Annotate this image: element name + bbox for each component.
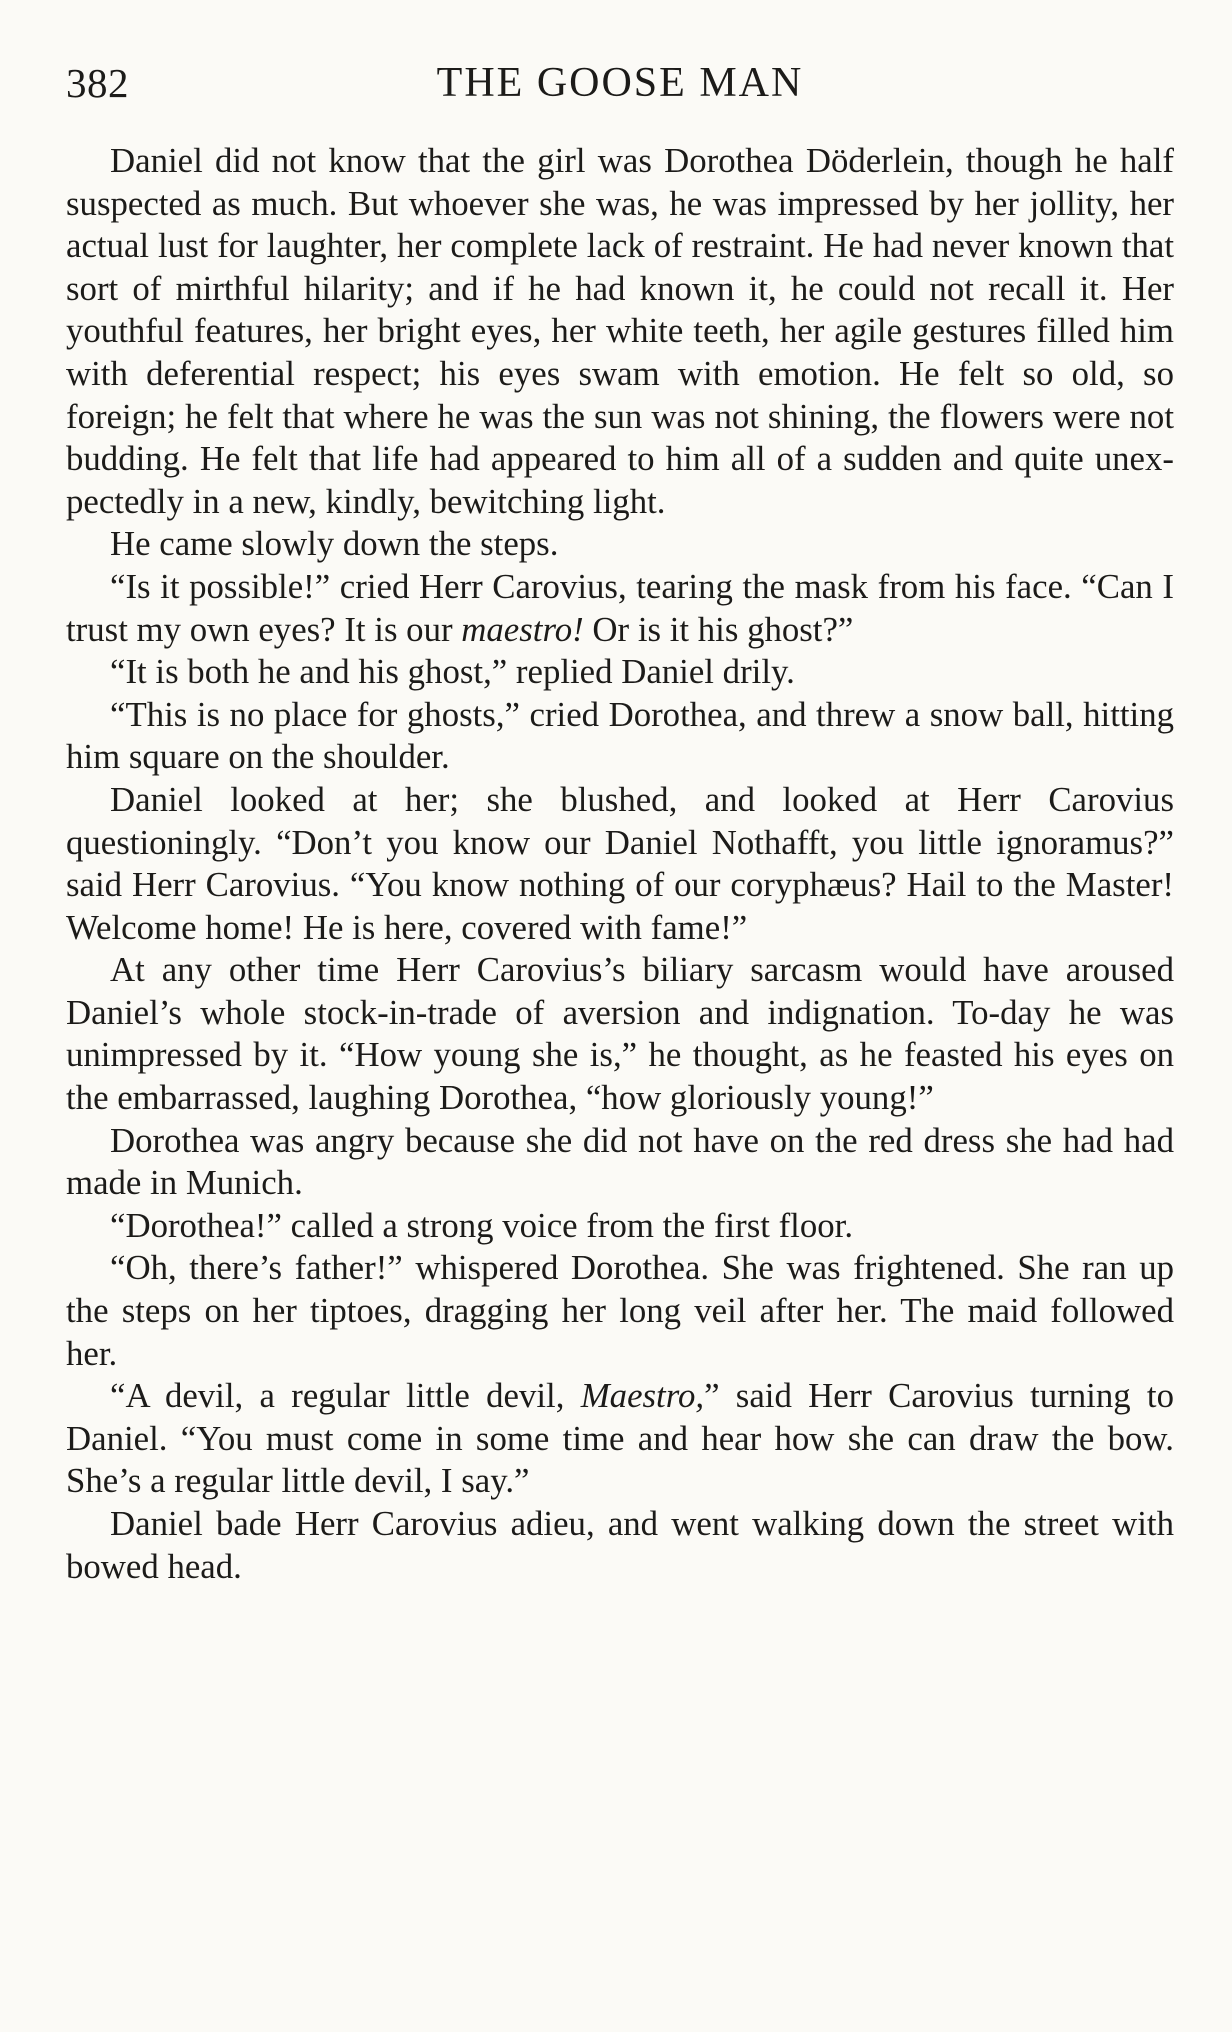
paragraph-text: “Is it possible!” cried Herr Carovius, tearing the mask from his face. “Can I trust my own eyes? It is our (66, 566, 1174, 649)
paragraph (66, 566, 1174, 651)
paragraph-text: “A devil, a regular little devil, (110, 1376, 581, 1416)
paragraph-text: Or is it his ghost?” (583, 609, 854, 649)
paragraph: “Oh, there’s father!” whispered Dorothea. She was frightened. She ran up the steps on her tiptoes, dragging her long veil after her. The maid followed her. (66, 1248, 1174, 1373)
paragraph: Dorothea was angry because she did not have on the red dress she had had made in Munich. (66, 1120, 1174, 1203)
body-text (66, 140, 1174, 1588)
page-header (66, 58, 1174, 108)
paragraph: “This is no place for ghosts,” cried Dorothea, and threw a snow ball, hitting him square on the shoulder. (66, 694, 1174, 777)
paragraph: Daniel looked at her; she blushed, and looked at Herr Carovius questioningly. “Don’t you know our Daniel Nothafft, you little ignoramus?” said Herr Carovius. “You know nothing of our coryphæus? Hail to the Master! Welcome home! He is here, covered with fame!” (66, 779, 1174, 947)
running-title: THE GOOSE MAN (436, 60, 804, 106)
paragraph: Daniel did not know that the girl was Dorothea Döderlein, though he half suspected as much. But whoever she was, he was impressed by her jollity, her actual lust for laughter, her complete lack of restraint. He had never known that sort of mirthful hilarity; and if he had known it, he could not recall it. Her youthful features, her bright eyes, her white teeth, her agile gestures filled him with deferential respect; his eyes swam with emotion. He felt so old, so foreign; he felt that where he was the sun was not shining, the flowers were not budding. He felt that life had appeared to him all of a sudden and quite unexpectedly in a new, kindly, bewitching light. (66, 141, 1174, 521)
paragraph-text: ” said Herr Carovius turning to Daniel. “You must come in some time and hear how she can draw the bow. She’s a regular little devil, I say.” (66, 1376, 1174, 1501)
page-number: 382 (66, 60, 129, 106)
italic-word: Maestro, (580, 1376, 705, 1416)
paragraph: Daniel bade Herr Carovius adieu, and went walking down the street with bowed head. (66, 1504, 1174, 1586)
paragraph (66, 1375, 1174, 1503)
italic-word: maestro! (461, 609, 584, 649)
paragraph: “It is both he and his ghost,” replied Daniel drily. (110, 652, 795, 692)
paragraph: “Dorothea!” called a strong voice from the first floor. (110, 1205, 854, 1245)
paragraph: At any other time Herr Carovius’s biliary sarcasm would have aroused Daniel’s whole stock-in-trade of aversion and indignation. To-day he was unimpressed by it. “How young she is,” he thought, as he feasted his eyes on the embarrassed, laughing Dorothea, “how gloriously young!” (66, 950, 1174, 1118)
paragraph: He came slowly down the steps. (110, 524, 559, 564)
